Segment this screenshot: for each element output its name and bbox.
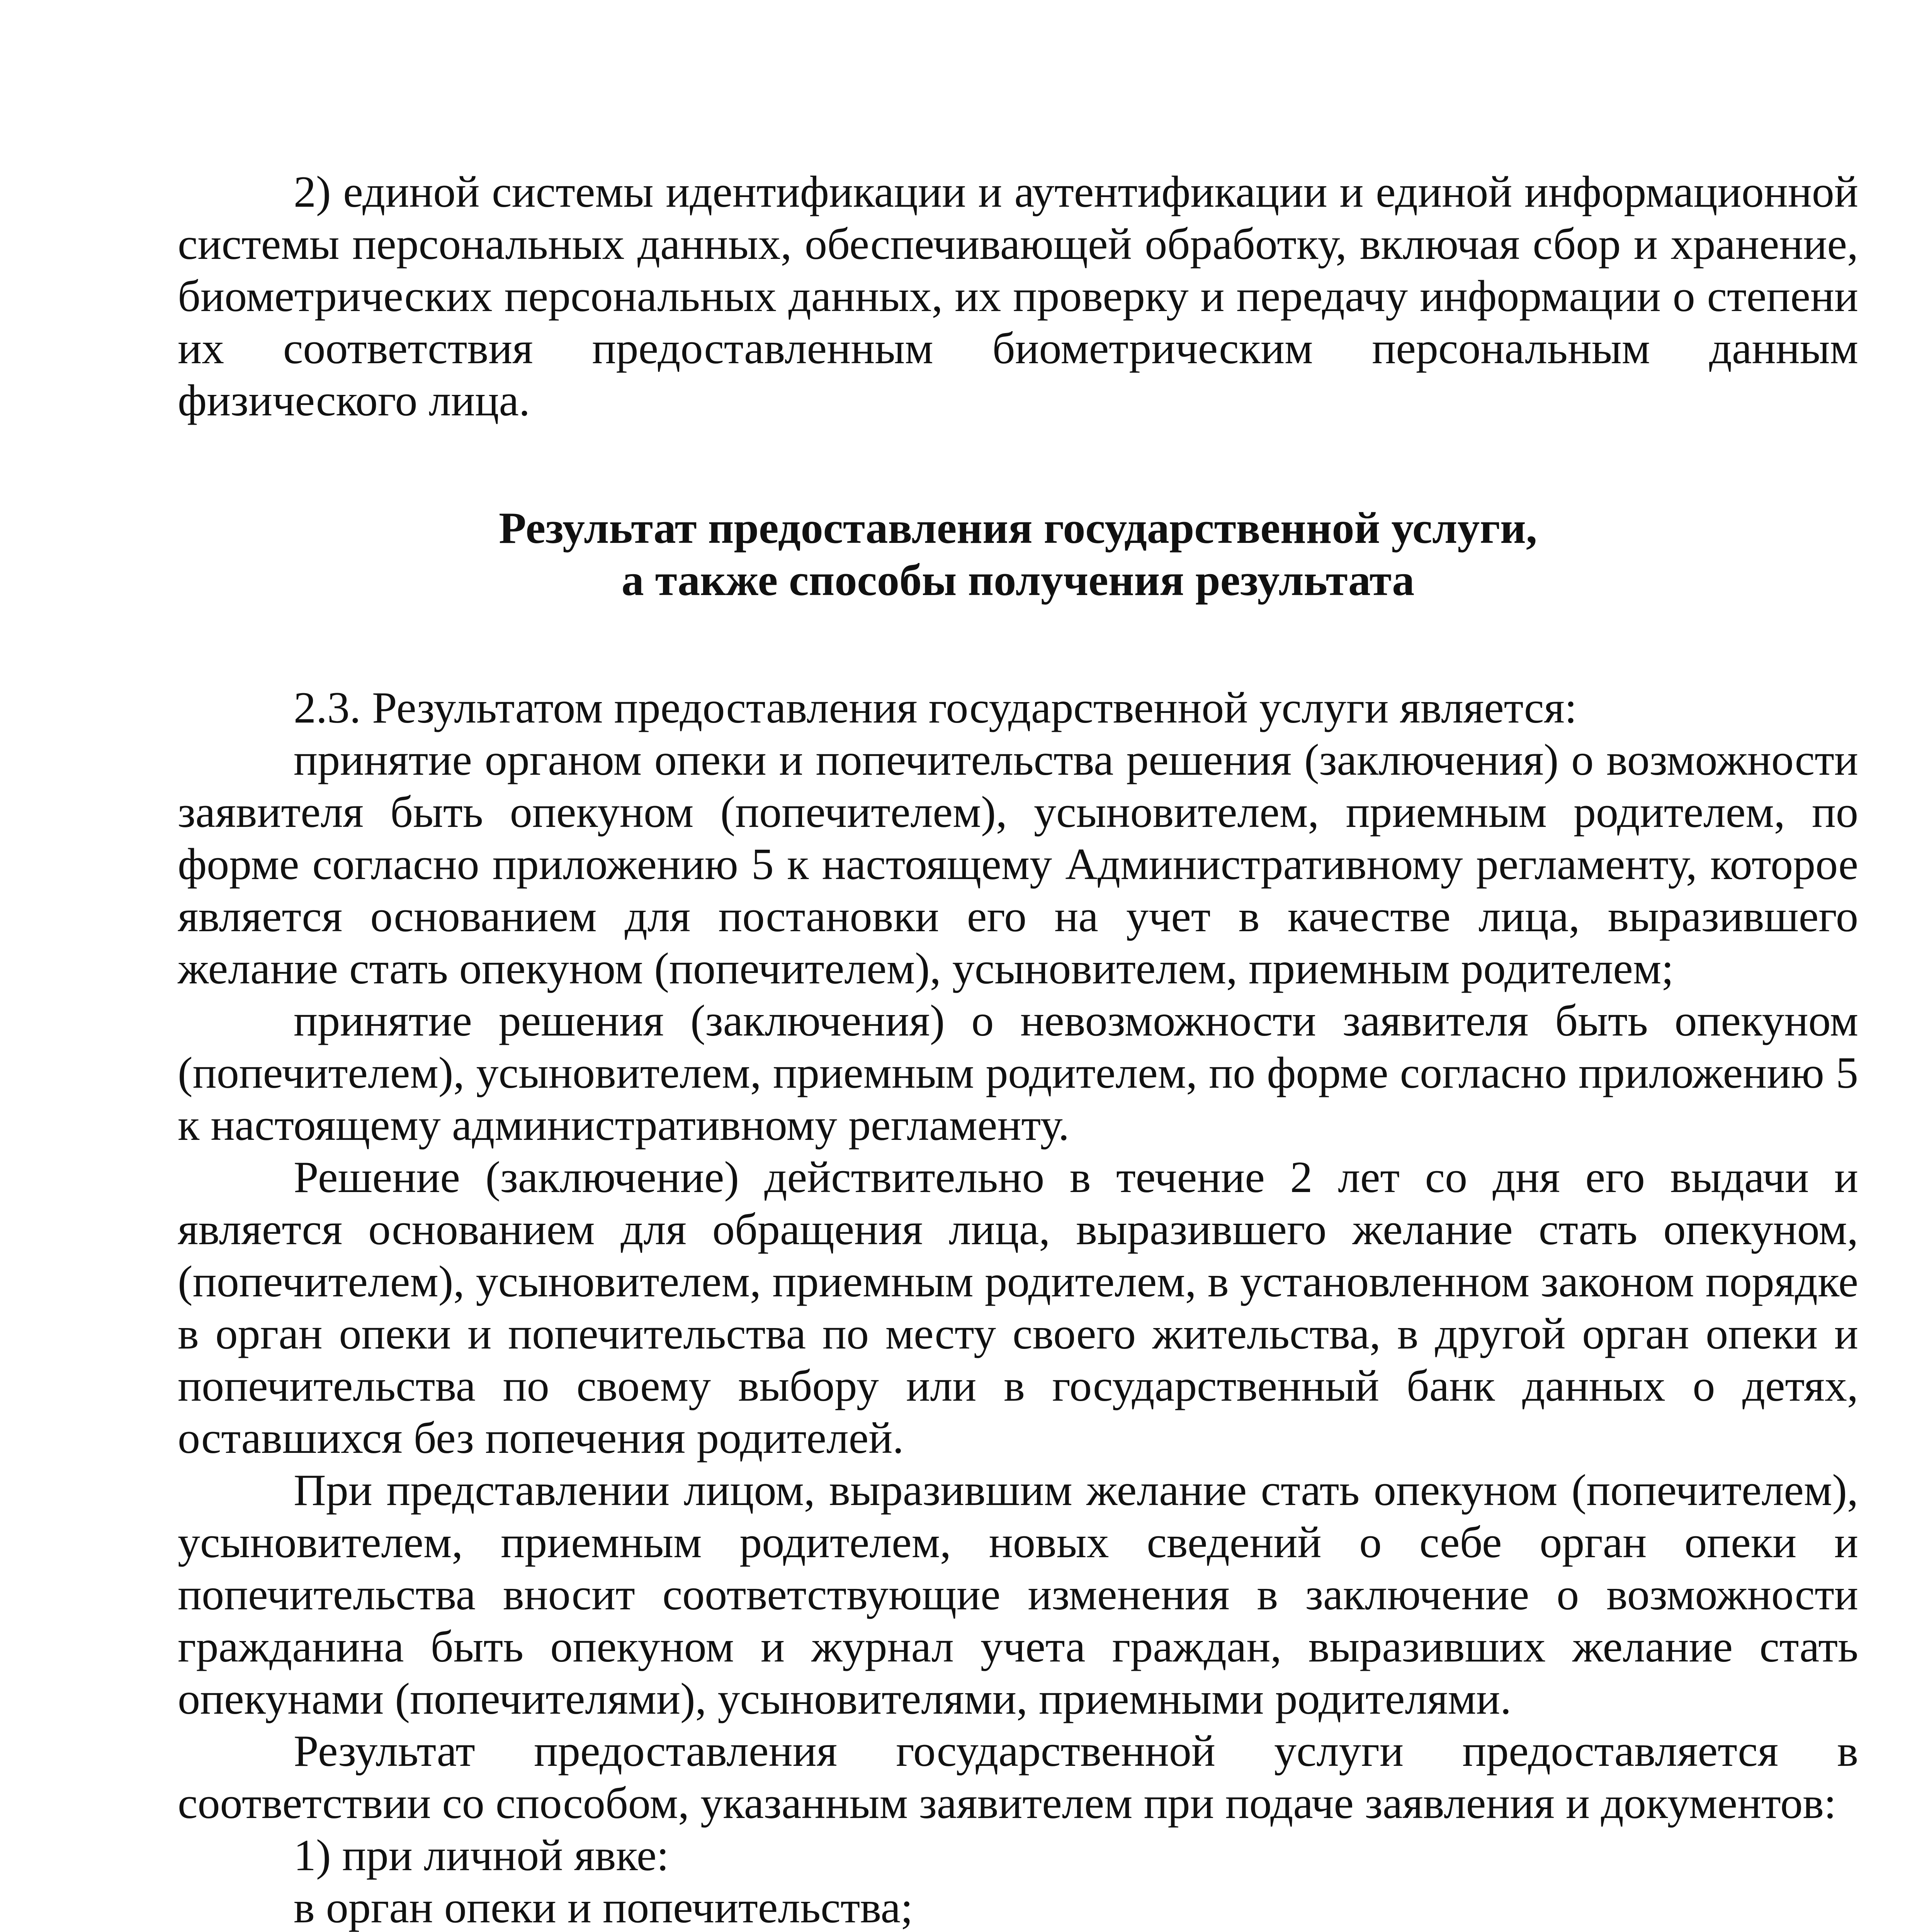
section-result-heading-line1: Результат предоставления государственной услуги, [499,503,1537,553]
section-result-heading-line2: а также способы получения результата [621,556,1415,605]
result-paragraph-6: Результат предоставления государственной услуги предоставляется в соответствии со способом, указанным заявителем при подаче заявления и документов: [178,1726,1858,1828]
list-item: в орган опеки и попечительства; [294,1883,913,1932]
section-result-heading [178,502,1858,607]
document-page [178,166,1858,1932]
delivery-methods-list [178,1830,1858,1932]
result-paragraph-3: принятие решения (заключения) о невозможности заявителя быть опекуном (попечителем), усыновителем, приемным родителем, по форме согласно приложению 5 к настоящему административному регламенту. [178,996,1858,1150]
result-paragraph-1: 2.3. Результатом предоставления государственной услуги является: [294,683,1577,733]
intro-paragraph: 2) единой системы идентификации и аутентификации и единой информационной системы персональных данных, обеспечивающей обработку, включая сбор и хранение, биометрических персональных данных, их проверку и передачу информации о степени их соответствия предоставленным биометрическим персональным данным физического лица. [178,167,1858,425]
result-paragraph-2: принятие органом опеки и попечительства решения (заключения) о возможности заявителя быть опекуном (попечителем), усыновителем, приемным родителем, по форме согласно приложению 5 к настоящему Административному регламенту, которое является основанием для постановки его на учет в качестве лица, выразившего желание стать опекуном (попечителем), усыновителем, приемным родителем; [178,735,1858,993]
result-paragraph-4: Решение (заключение) действительно в течение 2 лет со дня его выдачи и является основанием для обращения лица, выразившего желание стать опекуном, (попечителем), усыновителем, приемным родителем, в установленном законом порядке в орган опеки и попечительства по месту своего жительства, в другой орган опеки и попечительства по своему выбору или в государственный банк данных о детях, оставшихся без попечения родителей. [178,1153,1858,1463]
list-item: 1) при личной явке: [294,1831,669,1880]
result-paragraph-5: При представлении лицом, выразившим желание стать опекуном (попечителем), усыновителем, приемным родителем, новых сведений о себе орган опеки и попечительства вносит соответствующие изменения в заключение о возможности гражданина быть опекуном и журнал учета граждан, выразивших желание стать опекунами (попечителями), усыновителями, приемными родителями. [178,1466,1858,1724]
